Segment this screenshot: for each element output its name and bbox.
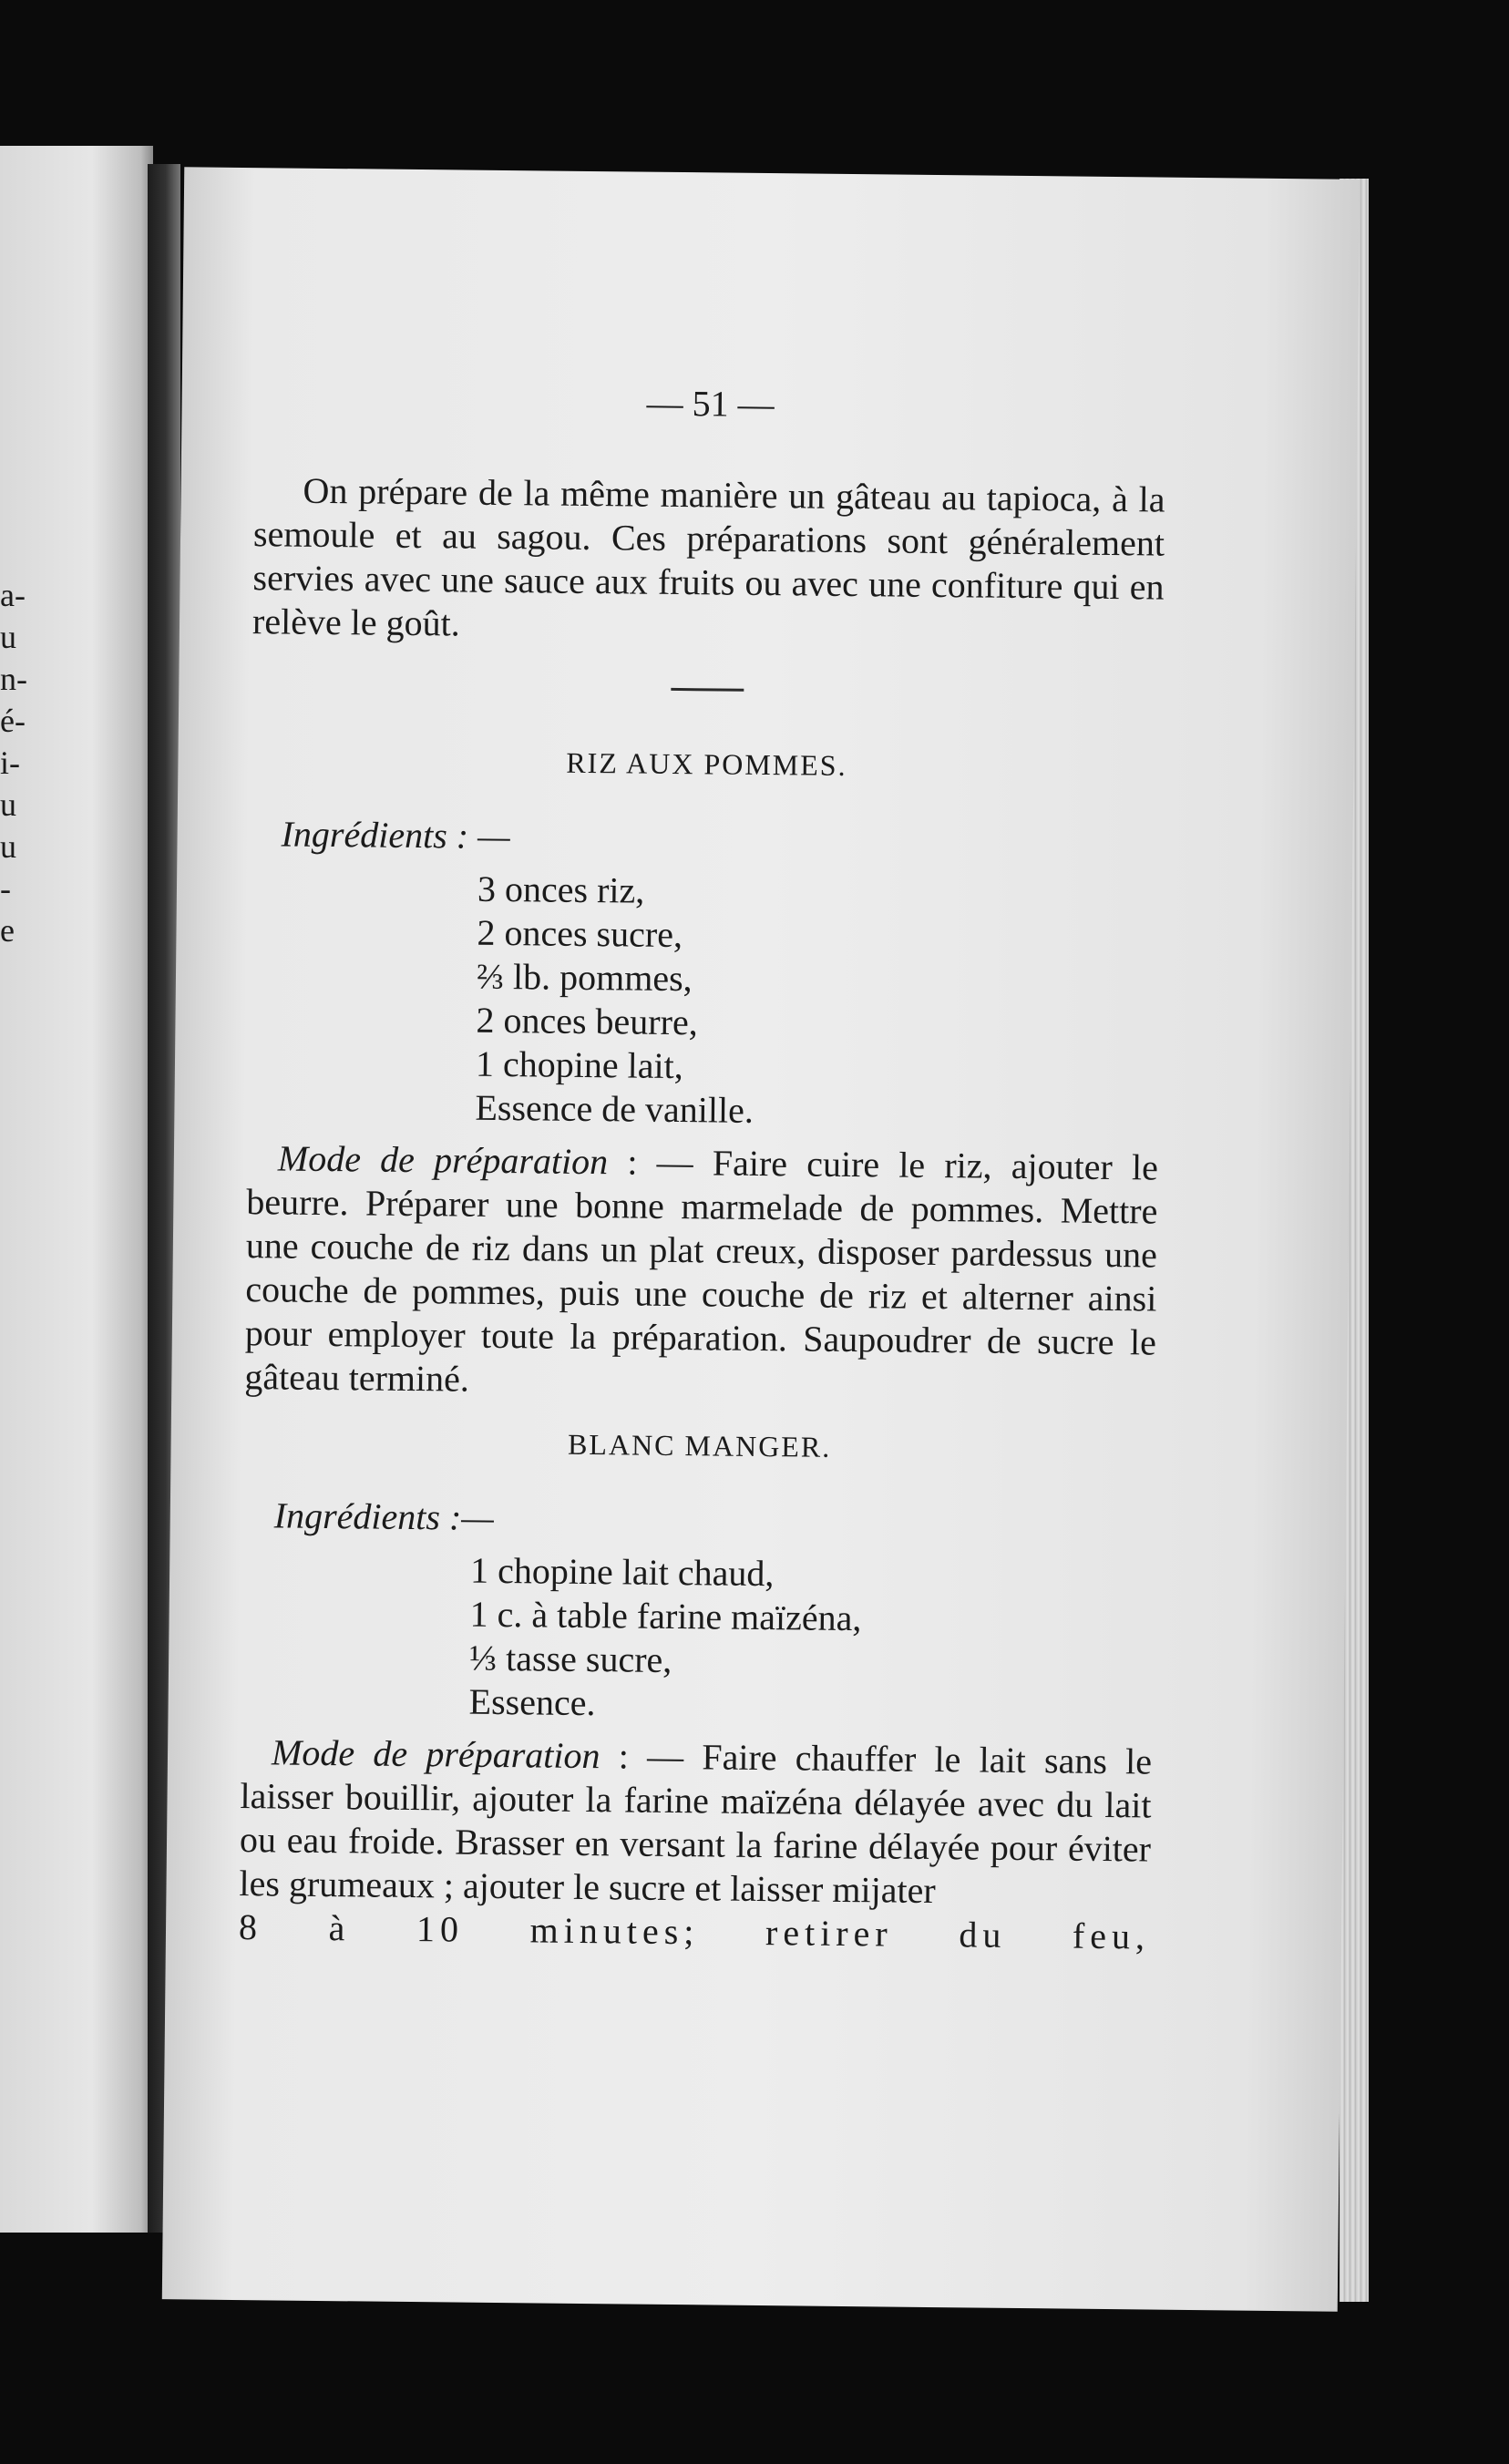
left-facing-page: [0, 146, 153, 2233]
left-fragment: e: [0, 912, 15, 949]
ingredient-item: 1 chopine lait,: [475, 1042, 683, 1087]
ingredient-item: Essence.: [468, 1680, 596, 1724]
ingredient-item: Essence de vanille.: [475, 1086, 754, 1131]
recipe-title: BLANC MANGER.: [567, 1427, 832, 1463]
left-fragment: -: [0, 870, 11, 907]
left-fragment: a-: [0, 577, 26, 613]
ingredient-item: 2 onces sucre,: [477, 911, 683, 956]
ingredient-item: 1 c. à table farine maïzéna,: [469, 1593, 862, 1639]
method-paragraph: [244, 1136, 1158, 1408]
recipe-riz-aux-pommes: [244, 737, 1163, 1408]
recipe-title: RIZ AUX POMMES.: [566, 745, 847, 782]
ingredient-item: ⅓ tasse sucre,: [468, 1637, 672, 1681]
left-fragment: é-: [0, 703, 26, 739]
method-label: Mode de préparation: [271, 1731, 601, 1777]
left-fragment: n-: [0, 661, 27, 697]
left-fragment: u: [0, 619, 16, 655]
left-page-text-fragments: [0, 574, 27, 951]
page-content: [239, 377, 1166, 1958]
ingredients-label: Ingrédients : —: [281, 813, 510, 857]
intro-paragraph: On prépare de la même manière un gâteau au tapioca, à la semoule et au sagou. Ces préparations sont généralement servies avec une sauce aux fruits ou avec une confiture qui en relève le goût.: [252, 469, 1165, 644]
ingredient-list: [468, 1549, 1154, 1731]
ingredient-item: 3 onces riz,: [477, 868, 645, 911]
ingredient-item: 1 chopine lait chaud,: [469, 1549, 775, 1595]
ingredient-list: [475, 868, 1161, 1137]
left-fragment: i-: [0, 744, 20, 781]
method-text: : — Faire chauffer le lait sans le laisser bouillir, ajouter la farine maïzéna délayée avec du lait ou eau froide. Brasser en versant la farine délayée pour éviter les grumeaux ; ajouter le sucre et laisser mijater: [239, 1735, 1153, 1912]
page-number: — 51 —: [646, 382, 775, 426]
left-fragment: u: [0, 786, 16, 823]
ingredient-item: 2 onces beurre,: [476, 999, 698, 1043]
ingredients-label: Ingrédients :—: [273, 1494, 495, 1538]
section-divider: [671, 688, 744, 692]
right-page: [162, 167, 1360, 2311]
ingredient-item: ⅔ lb. pommes,: [476, 955, 693, 1000]
recipe-blanc-manger: [239, 1419, 1155, 1958]
method-label: Mode de préparation: [277, 1137, 609, 1183]
left-fragment: u: [0, 828, 16, 865]
method-last-line: 8 à 10 minutes; retirer du feu,: [238, 1906, 1151, 1957]
method-paragraph: [239, 1730, 1152, 1915]
method-text: : — Faire cuire le riz, ajouter le beurre. Préparer une bonne marmelade de pommes. Mettre une couche de riz dans un plat creux, disposer pardessus une couche de pommes, puis une couche de riz et alterner ainsi pour employer toute la préparation. Saupoudrer de sucre le gâteau terminé.: [244, 1141, 1159, 1400]
